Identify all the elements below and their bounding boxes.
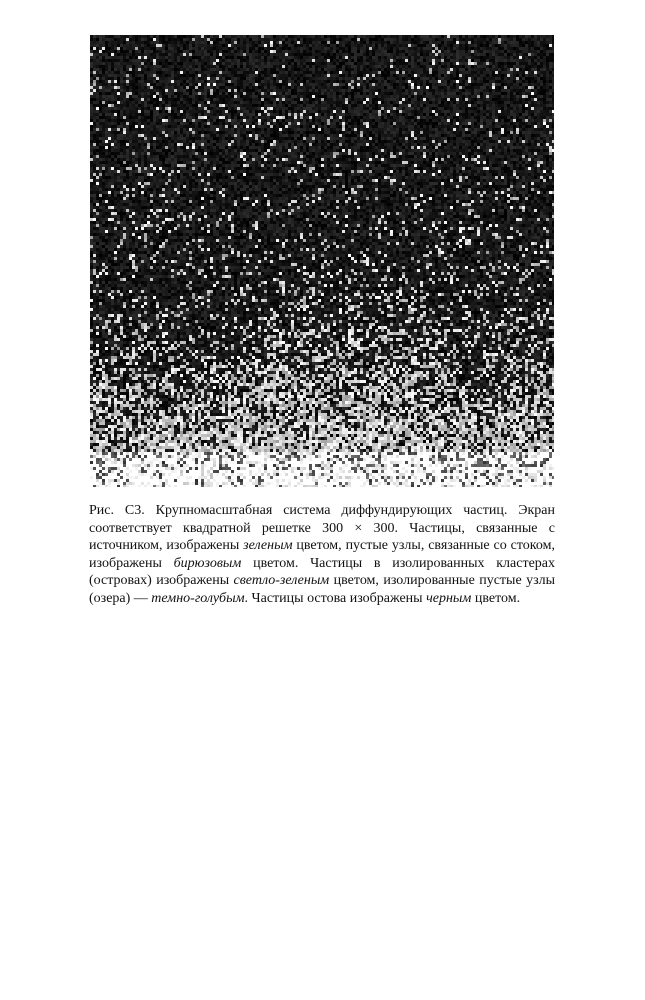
caption-text-5: . Частицы остова изображены xyxy=(244,590,427,606)
caption-term-turquoise: бирюзовым xyxy=(173,555,242,571)
caption-term-green: зеленым xyxy=(243,538,293,553)
caption-text-6: цветом. xyxy=(471,590,521,606)
caption-term-dark-blue: темно-голубым xyxy=(151,590,245,606)
caption-text-4: цветом, изолированные пустые узлы (озера) — xyxy=(89,573,555,606)
figure-caption xyxy=(89,502,555,607)
caption-term-black: черным xyxy=(426,590,472,606)
diffusion-lattice-figure xyxy=(90,35,554,487)
caption-text-1: Рис. С3. Крупномасштабная система диффундирующих частиц. Экран соответствует квадратной решетке 300 × 300. Частицы, связанные с источником, изображены xyxy=(89,503,555,553)
caption-text-2: цветом, пустые узлы, связанные со стоком, изображены xyxy=(89,538,555,571)
caption-text-3: цветом. Частицы в изолированных кластерах (островах) изображены xyxy=(89,555,555,588)
caption-term-light-green: светло-зеленым xyxy=(233,573,330,588)
